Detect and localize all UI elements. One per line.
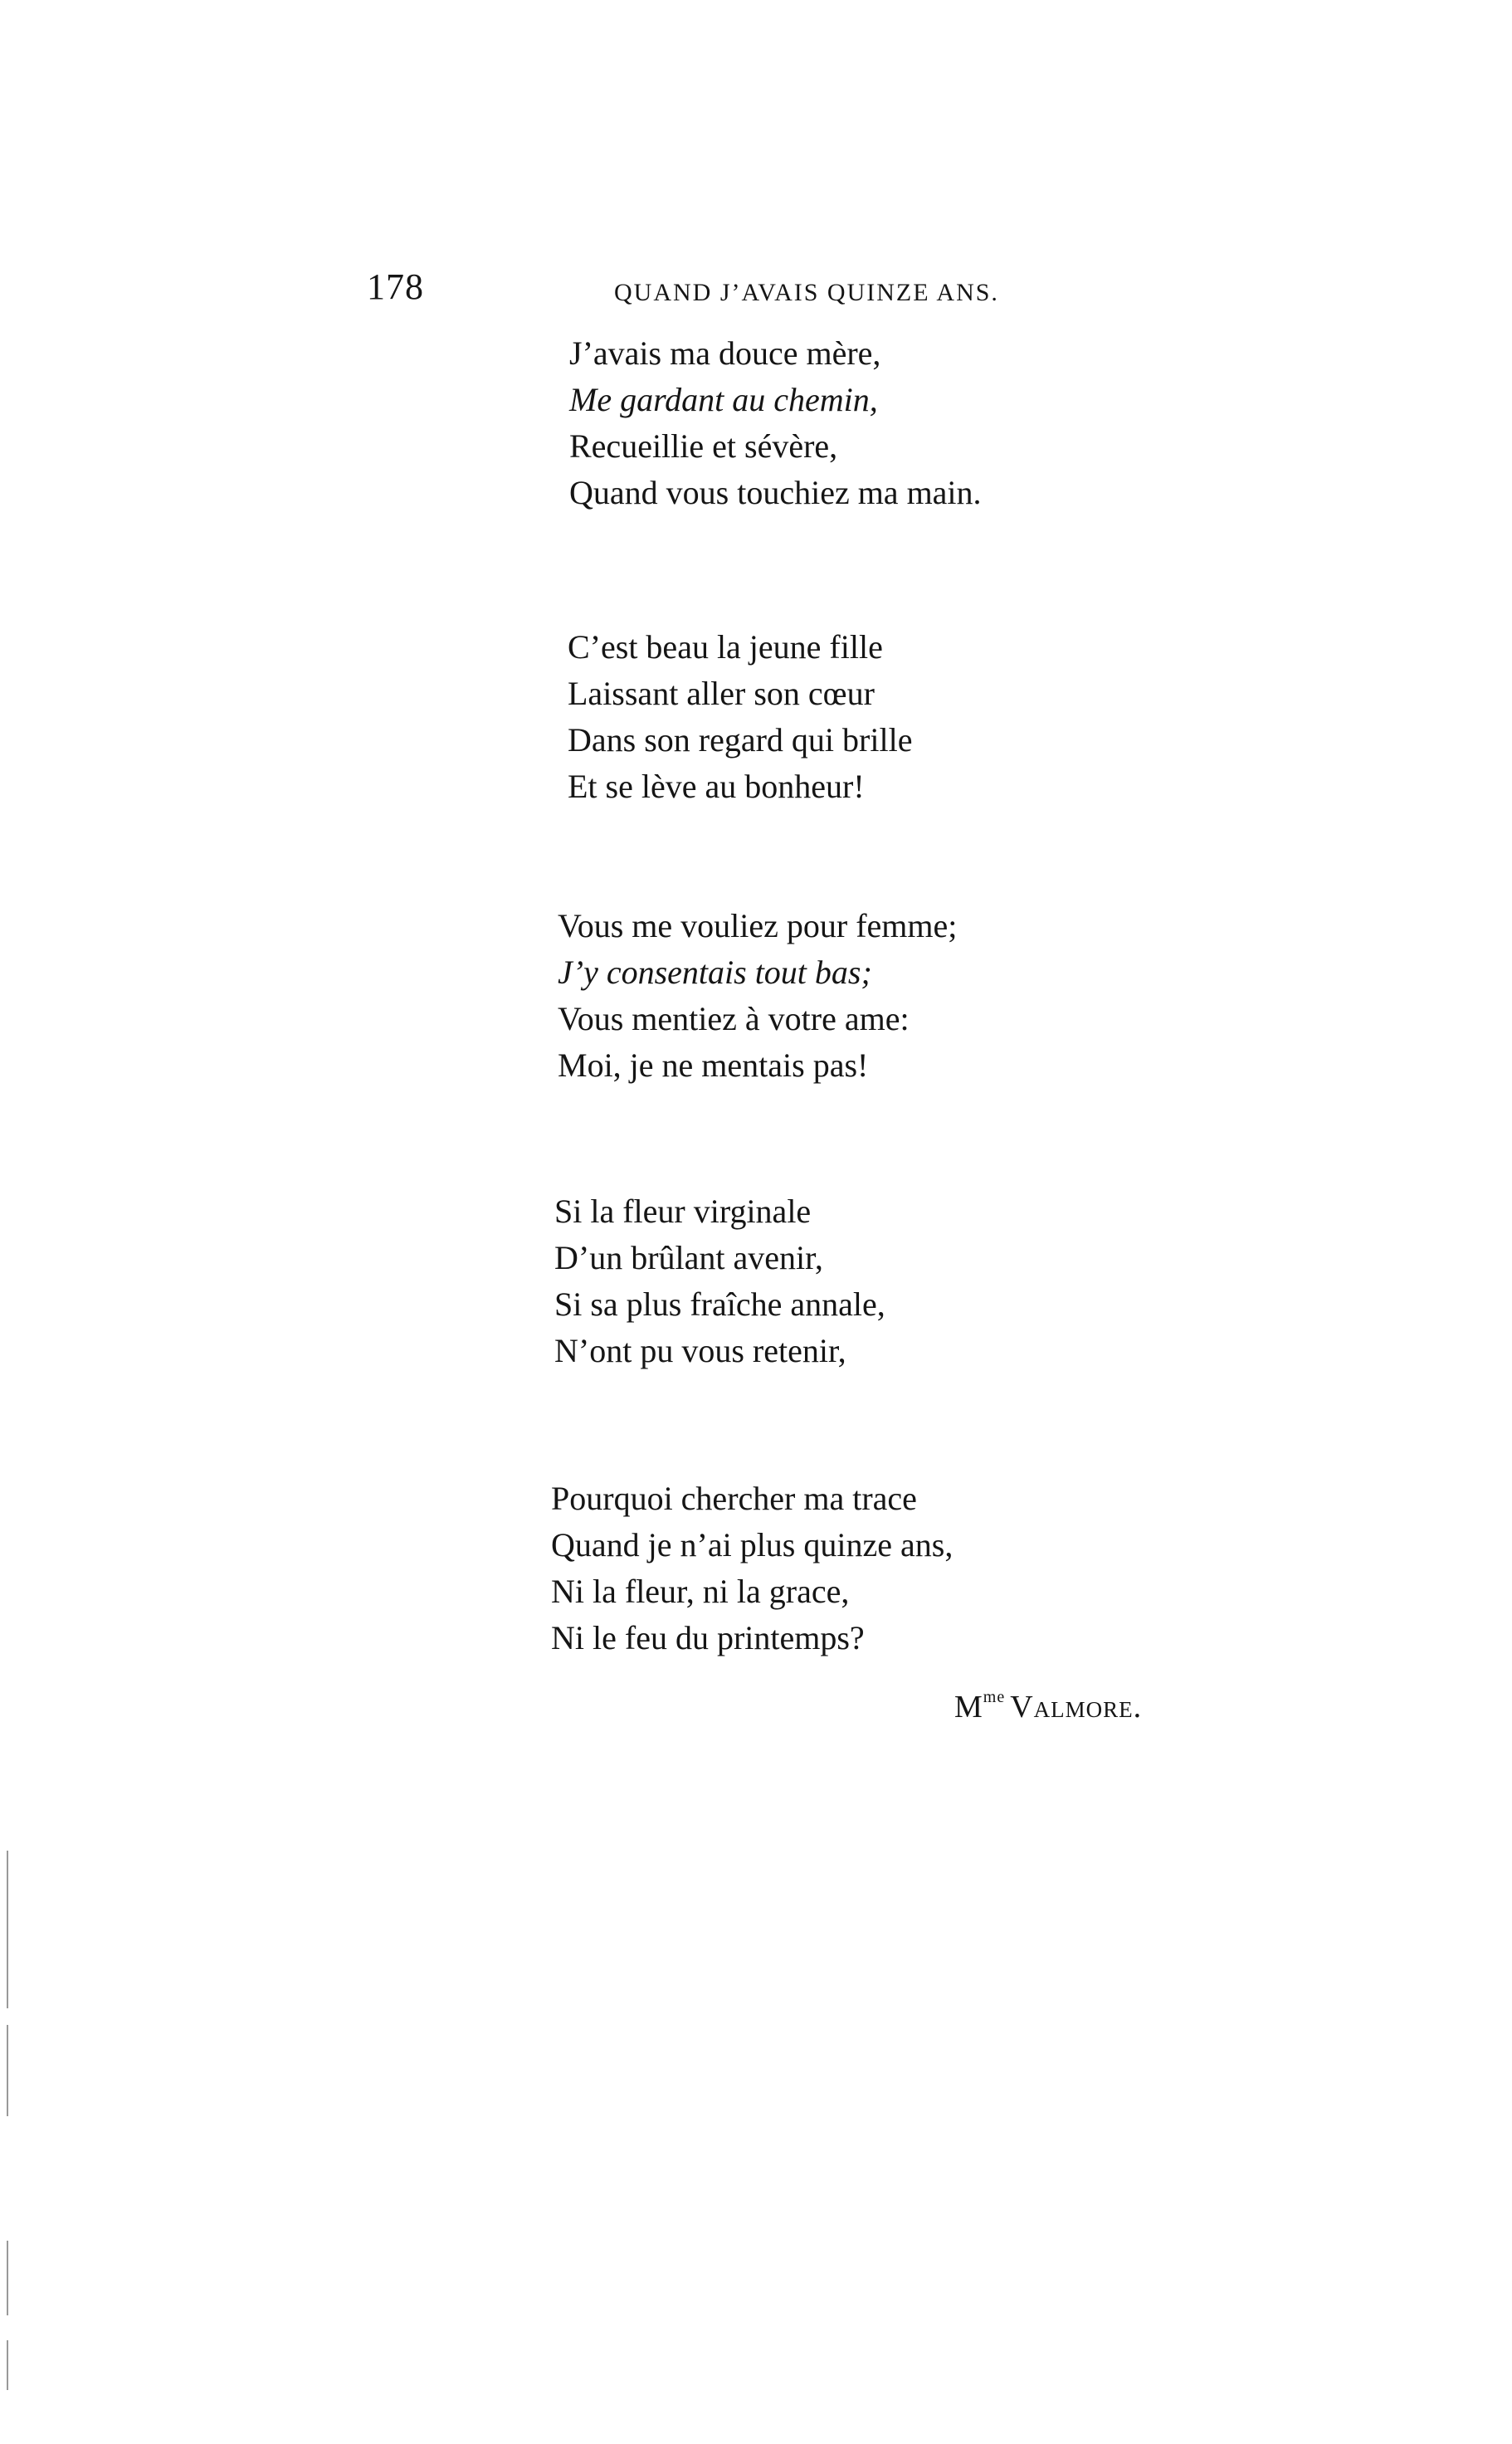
signature-superscript: me [983,1688,1006,1706]
poem-line: Pourquoi chercher ma trace [551,1480,917,1517]
poem-line: Et se lève au bonheur! [568,768,865,805]
poem-line: D’un brûlant avenir, [554,1239,823,1276]
poem-line: Me gardant au chemin, [569,381,878,418]
scan-margin-mark [7,2025,8,2116]
page-number: 178 [367,266,424,307]
poem-line: Si la fleur virginale [554,1193,812,1230]
poem-line: Ni le feu du printemps? [551,1619,865,1656]
poem-line: J’y consentais tout bas; [558,954,872,991]
scan-margin-mark [7,1851,8,2008]
author-signature [954,1688,1142,1725]
poem-line: Moi, je ne mentais pas! [558,1046,869,1084]
poem-line: Vous me vouliez pour femme; [558,907,958,944]
signature-prefix: M [954,1690,983,1724]
poem-line: N’ont pu vous retenir, [554,1332,846,1369]
poem-line: Dans son regard qui brille [568,721,913,759]
scan-margin-mark [7,2241,8,2315]
poem-stanza-5 [551,1476,953,1661]
poem-line: Quand je n’ai plus quinze ans, [551,1526,954,1563]
signature-name: Valmore. [1010,1690,1143,1724]
poem-stanza-1 [569,330,982,516]
poem-line: J’avais ma douce mère, [569,334,881,372]
poem-line: Quand vous touchiez ma main. [569,474,982,511]
poem-line: Laissant aller son cœur [568,675,875,712]
poem-line: Si sa plus fraîche annale, [554,1285,885,1323]
poem-line: Vous mentiez à votre ame: [558,1000,910,1037]
running-title: QUAND J’AVAIS QUINZE ANS. [614,279,999,306]
scan-margin-mark [7,2340,8,2390]
poem-line: C’est beau la jeune fille [568,628,883,666]
poem-stanza-2 [568,624,912,810]
poem-line: Ni la fleur, ni la grace, [551,1573,850,1610]
poem-stanza-4 [554,1188,885,1374]
poem-stanza-3 [558,903,957,1089]
poem-line: Recueillie et sévère, [569,427,838,465]
